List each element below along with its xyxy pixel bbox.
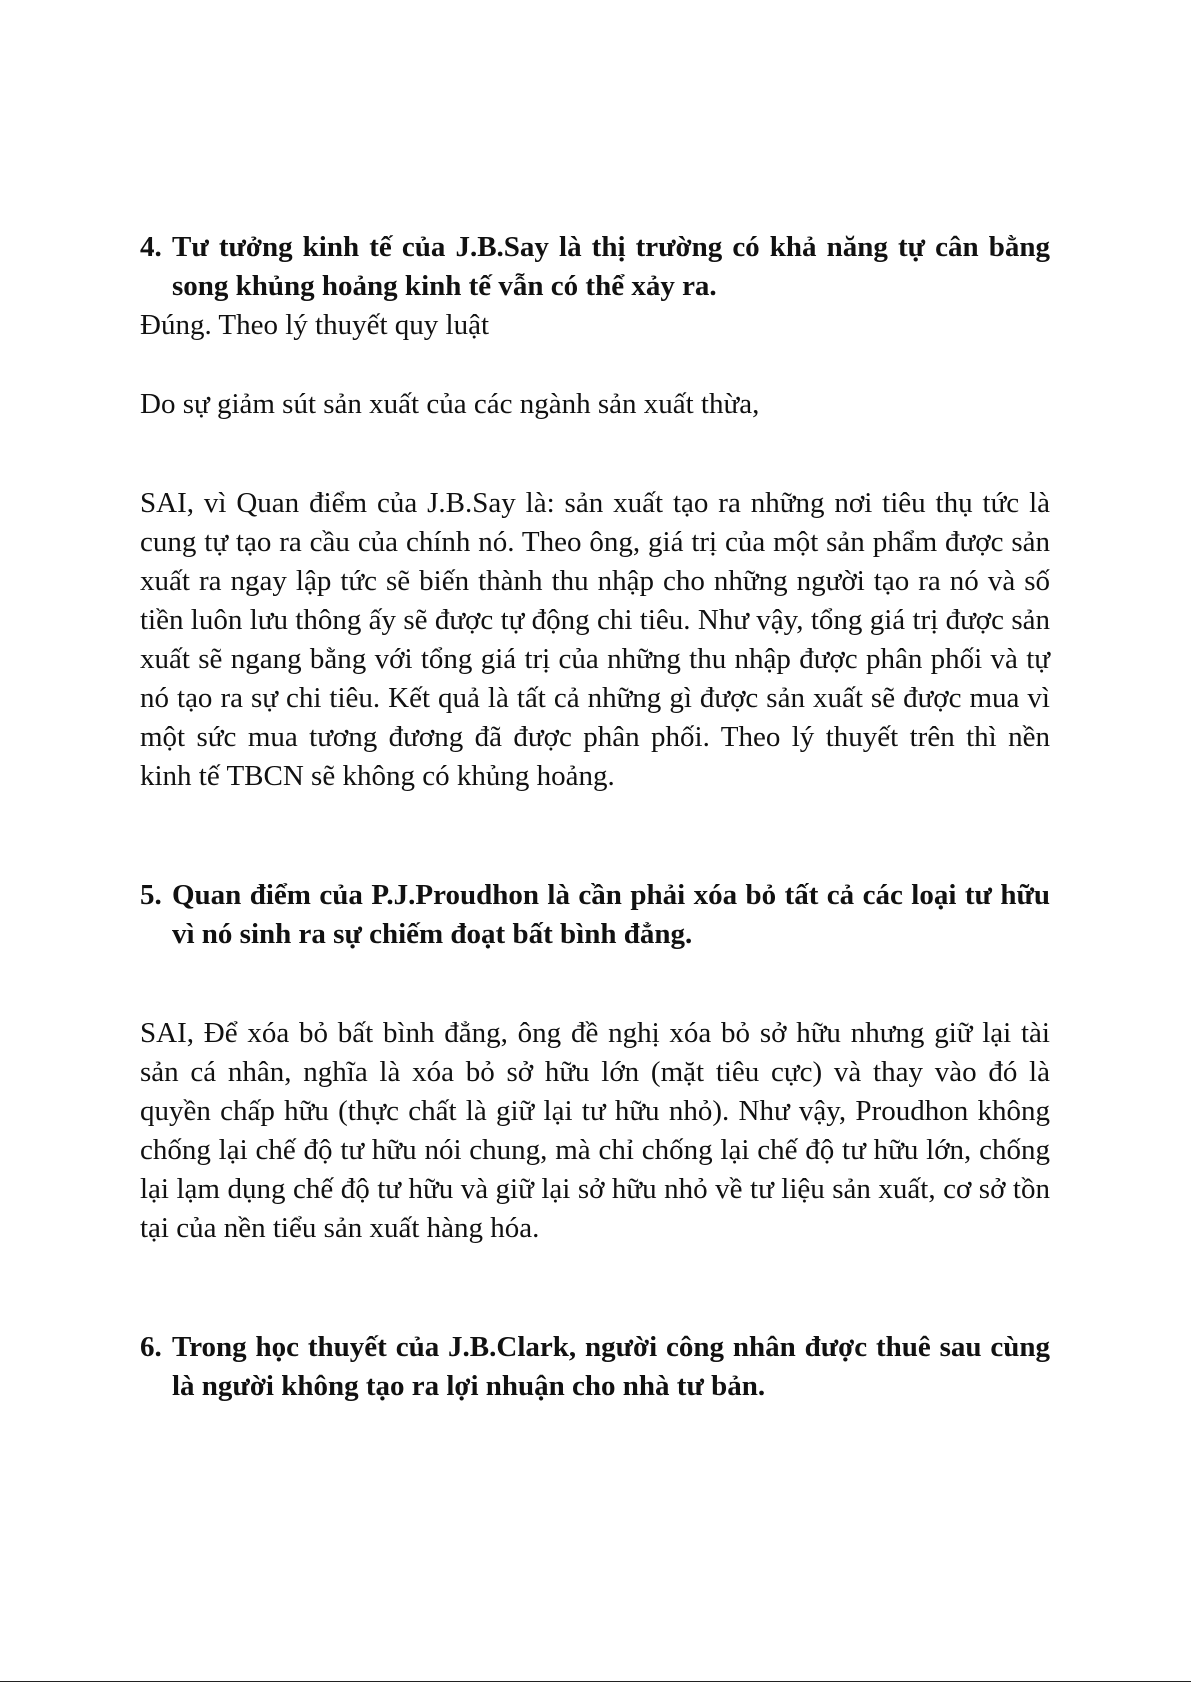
- question-5-heading: [140, 876, 1050, 954]
- document-page: [140, 228, 1050, 1406]
- question-5-number: 5.: [140, 879, 162, 911]
- question-6-heading: [140, 1328, 1050, 1406]
- question-5-answer: SAI, Để xóa bỏ bất bình đẳng, ông đề nghị xóa bỏ sở hữu nhưng giữ lại tài sản cá nhân, nghĩa là xóa bỏ sở hữu lớn (mặt tiêu cực) và thay vào đó là quyền chấp hữu (thực chất là giữ lại tư hữu nhỏ). Như vậy, Proudhon không chống lại chế độ tư hữu nói chung, mà chỉ chống lại chế độ tư hữu lớn, chống lại lạm dụng chế độ tư hữu và giữ lại sở hữu nhỏ về tư liệu sản xuất, cơ sở tồn tại của nền tiểu sản xuất hàng hóa.: [140, 1017, 1050, 1244]
- question-5-title: Quan điểm của P.J.Proudhon là cần phải xóa bỏ tất cả các loại tư hữu vì nó sinh ra sự chiếm đoạt bất bình đẳng.: [172, 879, 1050, 950]
- question-6-title: Trong học thuyết của J.B.Clark, người công nhân được thuê sau cùng là người không tạo ra lợi nhuận cho nhà tư bản.: [172, 1331, 1050, 1402]
- question-6-number: 6.: [140, 1331, 162, 1363]
- question-4-answer: SAI, vì Quan điểm của J.B.Say là: sản xuất tạo ra những nơi tiêu thụ tức là cung tự tạo ra cầu của chính nó. Theo ông, giá trị của một sản phẩm được sản xuất ra ngay lập tức sẽ biến thành thu nhập cho những người tạo ra nó và số tiền luôn lưu thông ấy sẽ được tự động chi tiêu. Như vậy, tổng giá trị được sản xuất sẽ ngang bằng với tổng giá trị của những thu nhập được phân phối và tự nó tạo ra sự chi tiêu. Kết quả là tất cả những gì được sản xuất sẽ được mua vì một sức mua tương đương đã được phân phối. Theo lý thuyết trên thì nền kinh tế TBCN sẽ không có khủng hoảng.: [140, 487, 1050, 792]
- question-4-note-2: Do sự giảm sút sản xuất của các ngành sản xuất thừa,: [140, 388, 760, 420]
- question-4-number: 4.: [140, 231, 162, 263]
- question-4-title: Tư tưởng kinh tế của J.B.Say là thị trường có khả năng tự cân bằng song khủng hoảng kinh tế vẫn có thể xảy ra.: [172, 231, 1050, 302]
- question-4-note-1: Đúng. Theo lý thuyết quy luật: [140, 309, 490, 341]
- question-4-heading: [140, 228, 1050, 306]
- page-bottom-divider: [0, 1681, 1191, 1682]
